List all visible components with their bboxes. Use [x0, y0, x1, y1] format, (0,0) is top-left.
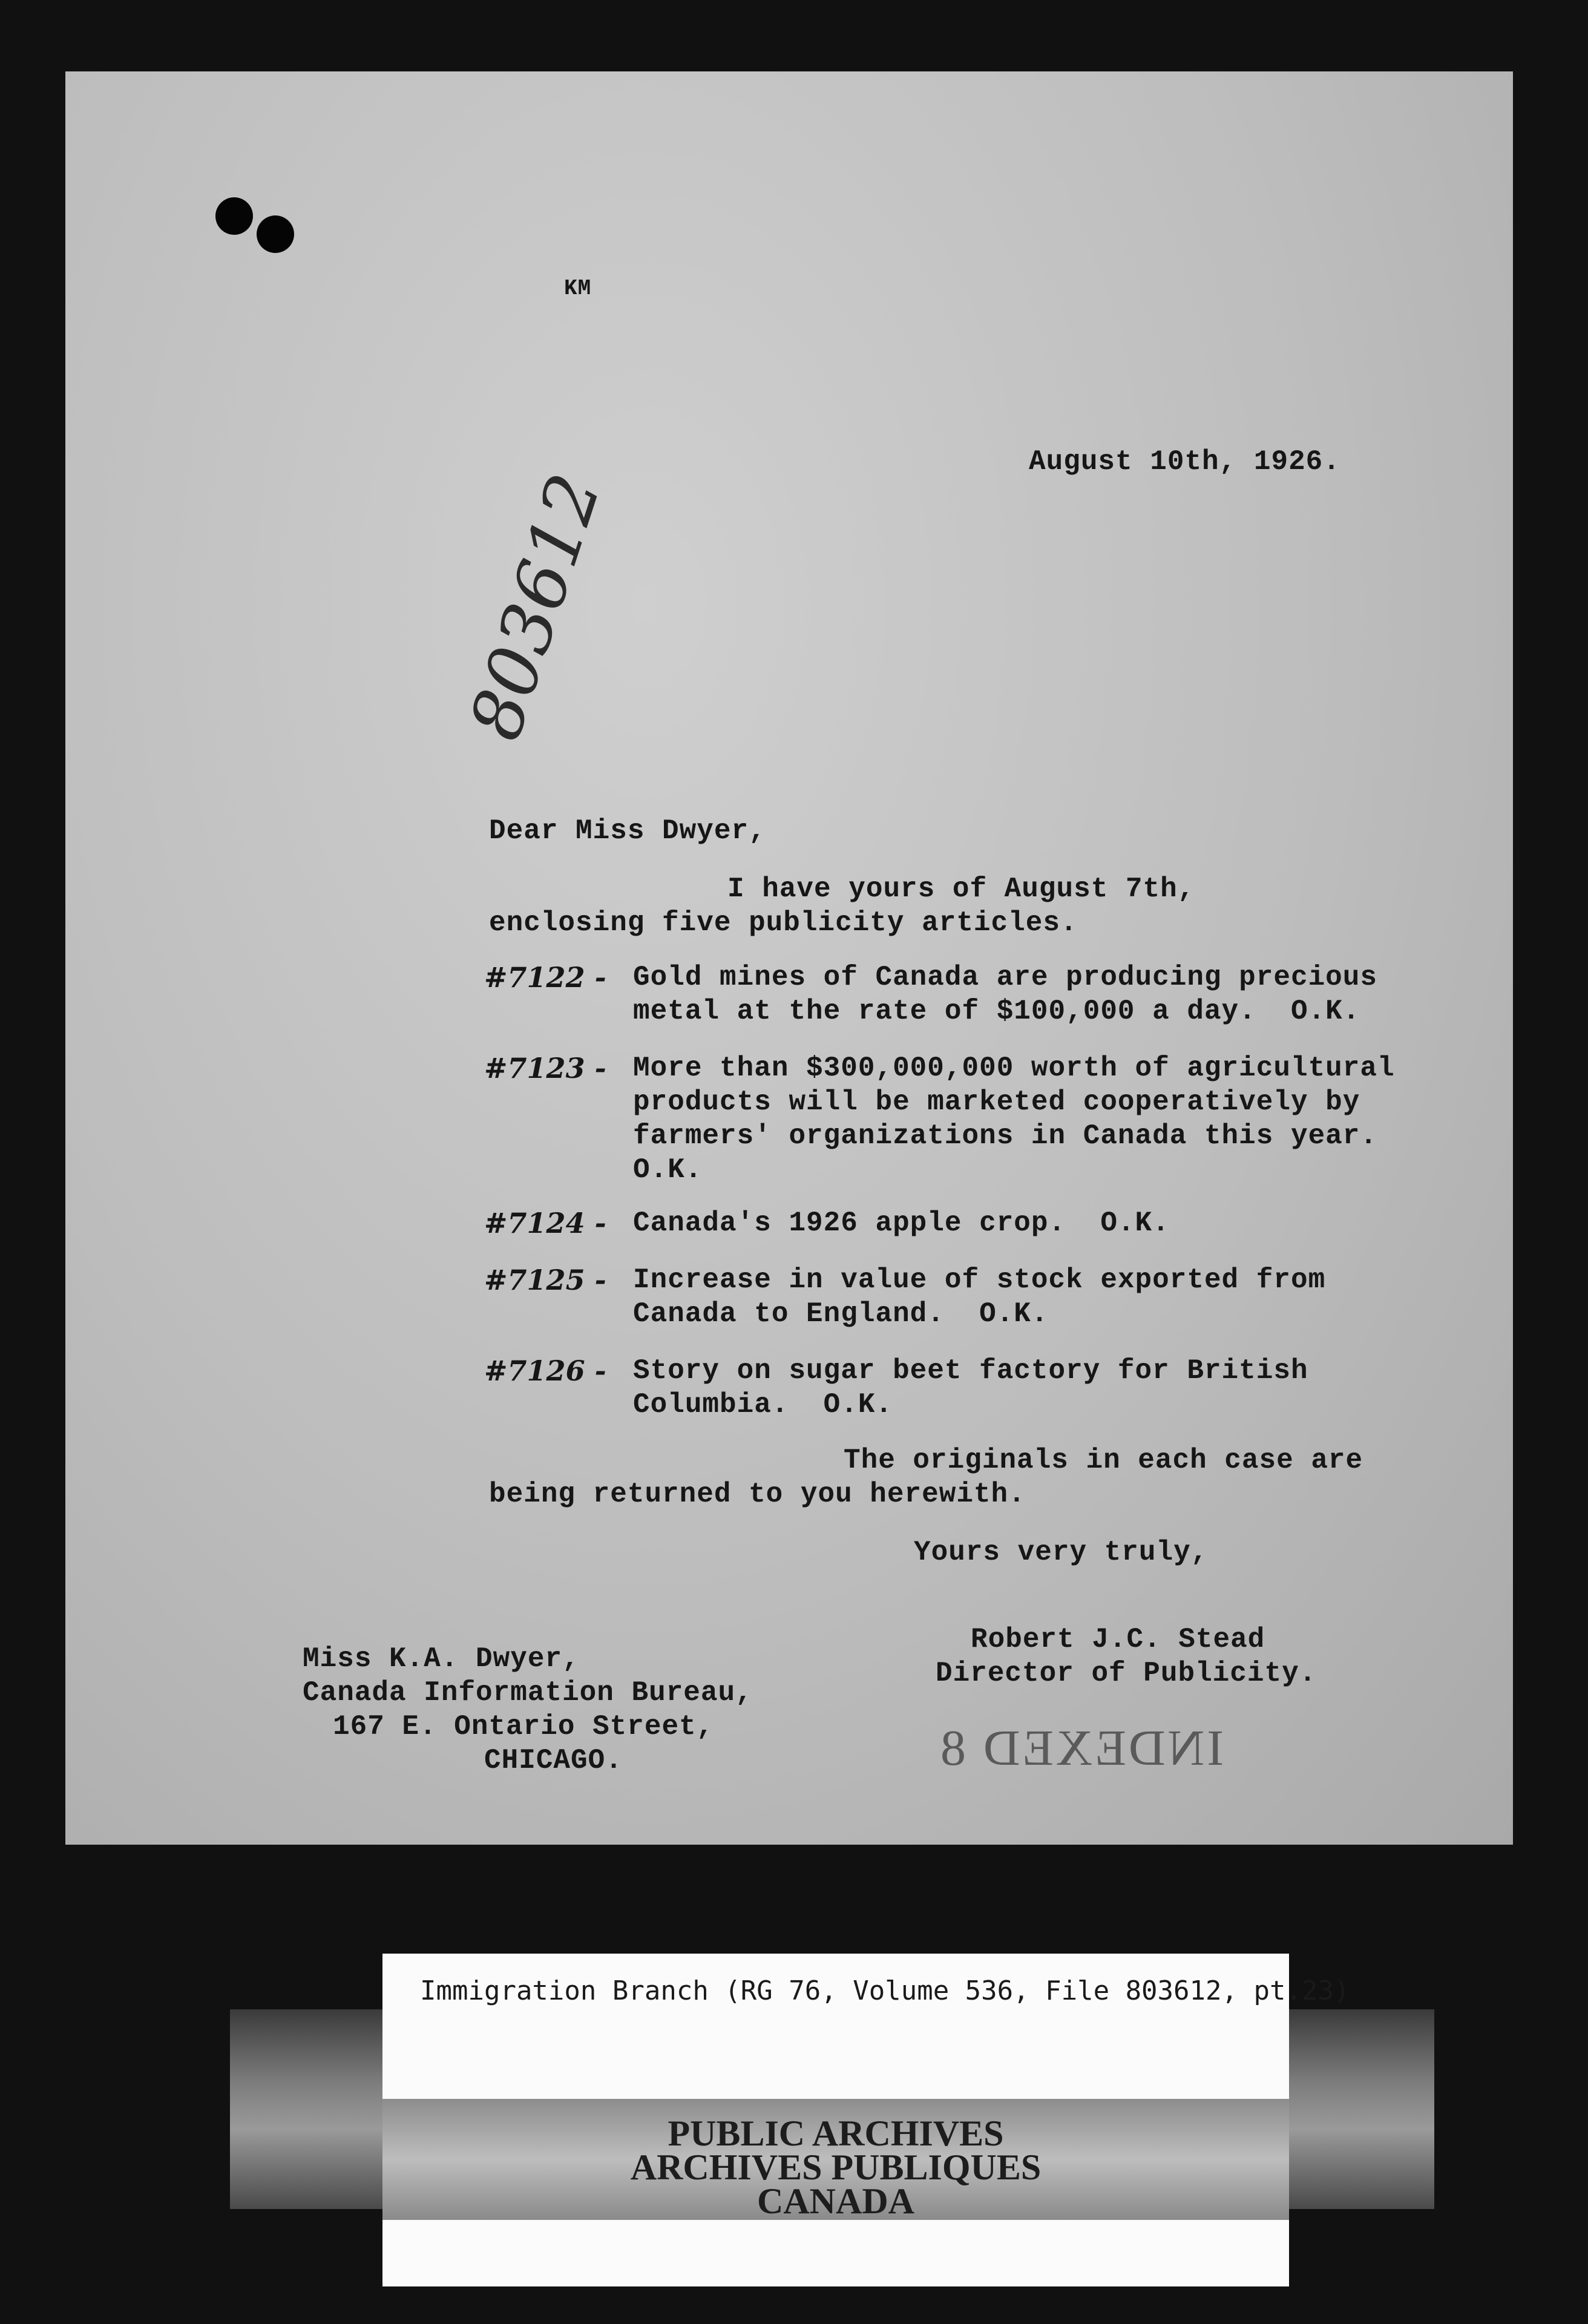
- addressee-city: CHICAGO.: [484, 1745, 623, 1776]
- signer-title: Director of Publicity.: [936, 1658, 1317, 1689]
- closing-line-1: The originals in each case are: [844, 1445, 1363, 1476]
- item-number-7122: #7122 -: [484, 961, 606, 994]
- letter-date: August 10th, 1926.: [1029, 446, 1340, 478]
- item-7125-line-2: Canada to England. O.K.: [633, 1298, 1049, 1330]
- salutation: Dear Miss Dwyer,: [489, 815, 766, 847]
- addressee-street: 167 E. Ontario Street,: [333, 1711, 714, 1742]
- addressee-name: Miss K.A. Dwyer,: [303, 1643, 580, 1675]
- addressee-org: Canada Information Bureau,: [303, 1677, 753, 1709]
- item-7125-line-1: Increase in value of stock exported from: [633, 1264, 1326, 1296]
- intro-line-2: enclosing five publicity articles.: [489, 907, 1078, 939]
- item-number-7124: #7124 -: [484, 1207, 606, 1239]
- item-7122-line-2: metal at the rate of $100,000 a day. O.K.: [633, 996, 1360, 1027]
- item-7126-line-1: Story on sugar beet factory for British: [633, 1355, 1308, 1387]
- punch-hole-2: [257, 215, 294, 253]
- handwritten-file-number: 803612: [453, 464, 617, 749]
- item-number-7125: #7125 -: [484, 1264, 606, 1296]
- indexed-stamp: INDEXED 8: [938, 1720, 1224, 1776]
- item-number-7126: #7126 -: [484, 1354, 606, 1387]
- archive-line-1: PUBLIC ARCHIVES: [668, 2113, 1004, 2153]
- archive-line-3: CANADA: [757, 2181, 914, 2221]
- item-7123-line-4: O.K.: [633, 1154, 703, 1186]
- signoff: Yours very truly,: [914, 1537, 1209, 1568]
- punch-hole-1: [215, 197, 253, 235]
- archive-line-2: ARCHIVES PUBLIQUES: [630, 2147, 1042, 2187]
- closing-line-2: being returned to you herewith.: [489, 1479, 1026, 1510]
- item-7124-line-1: Canada's 1926 apple crop. O.K.: [633, 1207, 1170, 1239]
- item-number-7123: #7123 -: [484, 1052, 606, 1085]
- item-7123-line-3: farmers' organizations in Canada this year.: [633, 1120, 1377, 1152]
- item-7123-line-1: More than $300,000,000 worth of agricultural: [633, 1052, 1395, 1084]
- signer-name: Robert J.C. Stead: [971, 1624, 1265, 1655]
- item-7122-line-1: Gold mines of Canada are producing precious: [633, 962, 1377, 993]
- archive-reference: Immigration Branch (RG 76, Volume 536, File 803612, pt.23): [420, 1975, 1350, 2006]
- item-7123-line-2: products will be marketed cooperatively by: [633, 1086, 1360, 1118]
- item-7126-line-2: Columbia. O.K.: [633, 1389, 893, 1420]
- reference-mark: KM: [564, 276, 592, 301]
- intro-line-1: I have yours of August 7th,: [727, 873, 1195, 905]
